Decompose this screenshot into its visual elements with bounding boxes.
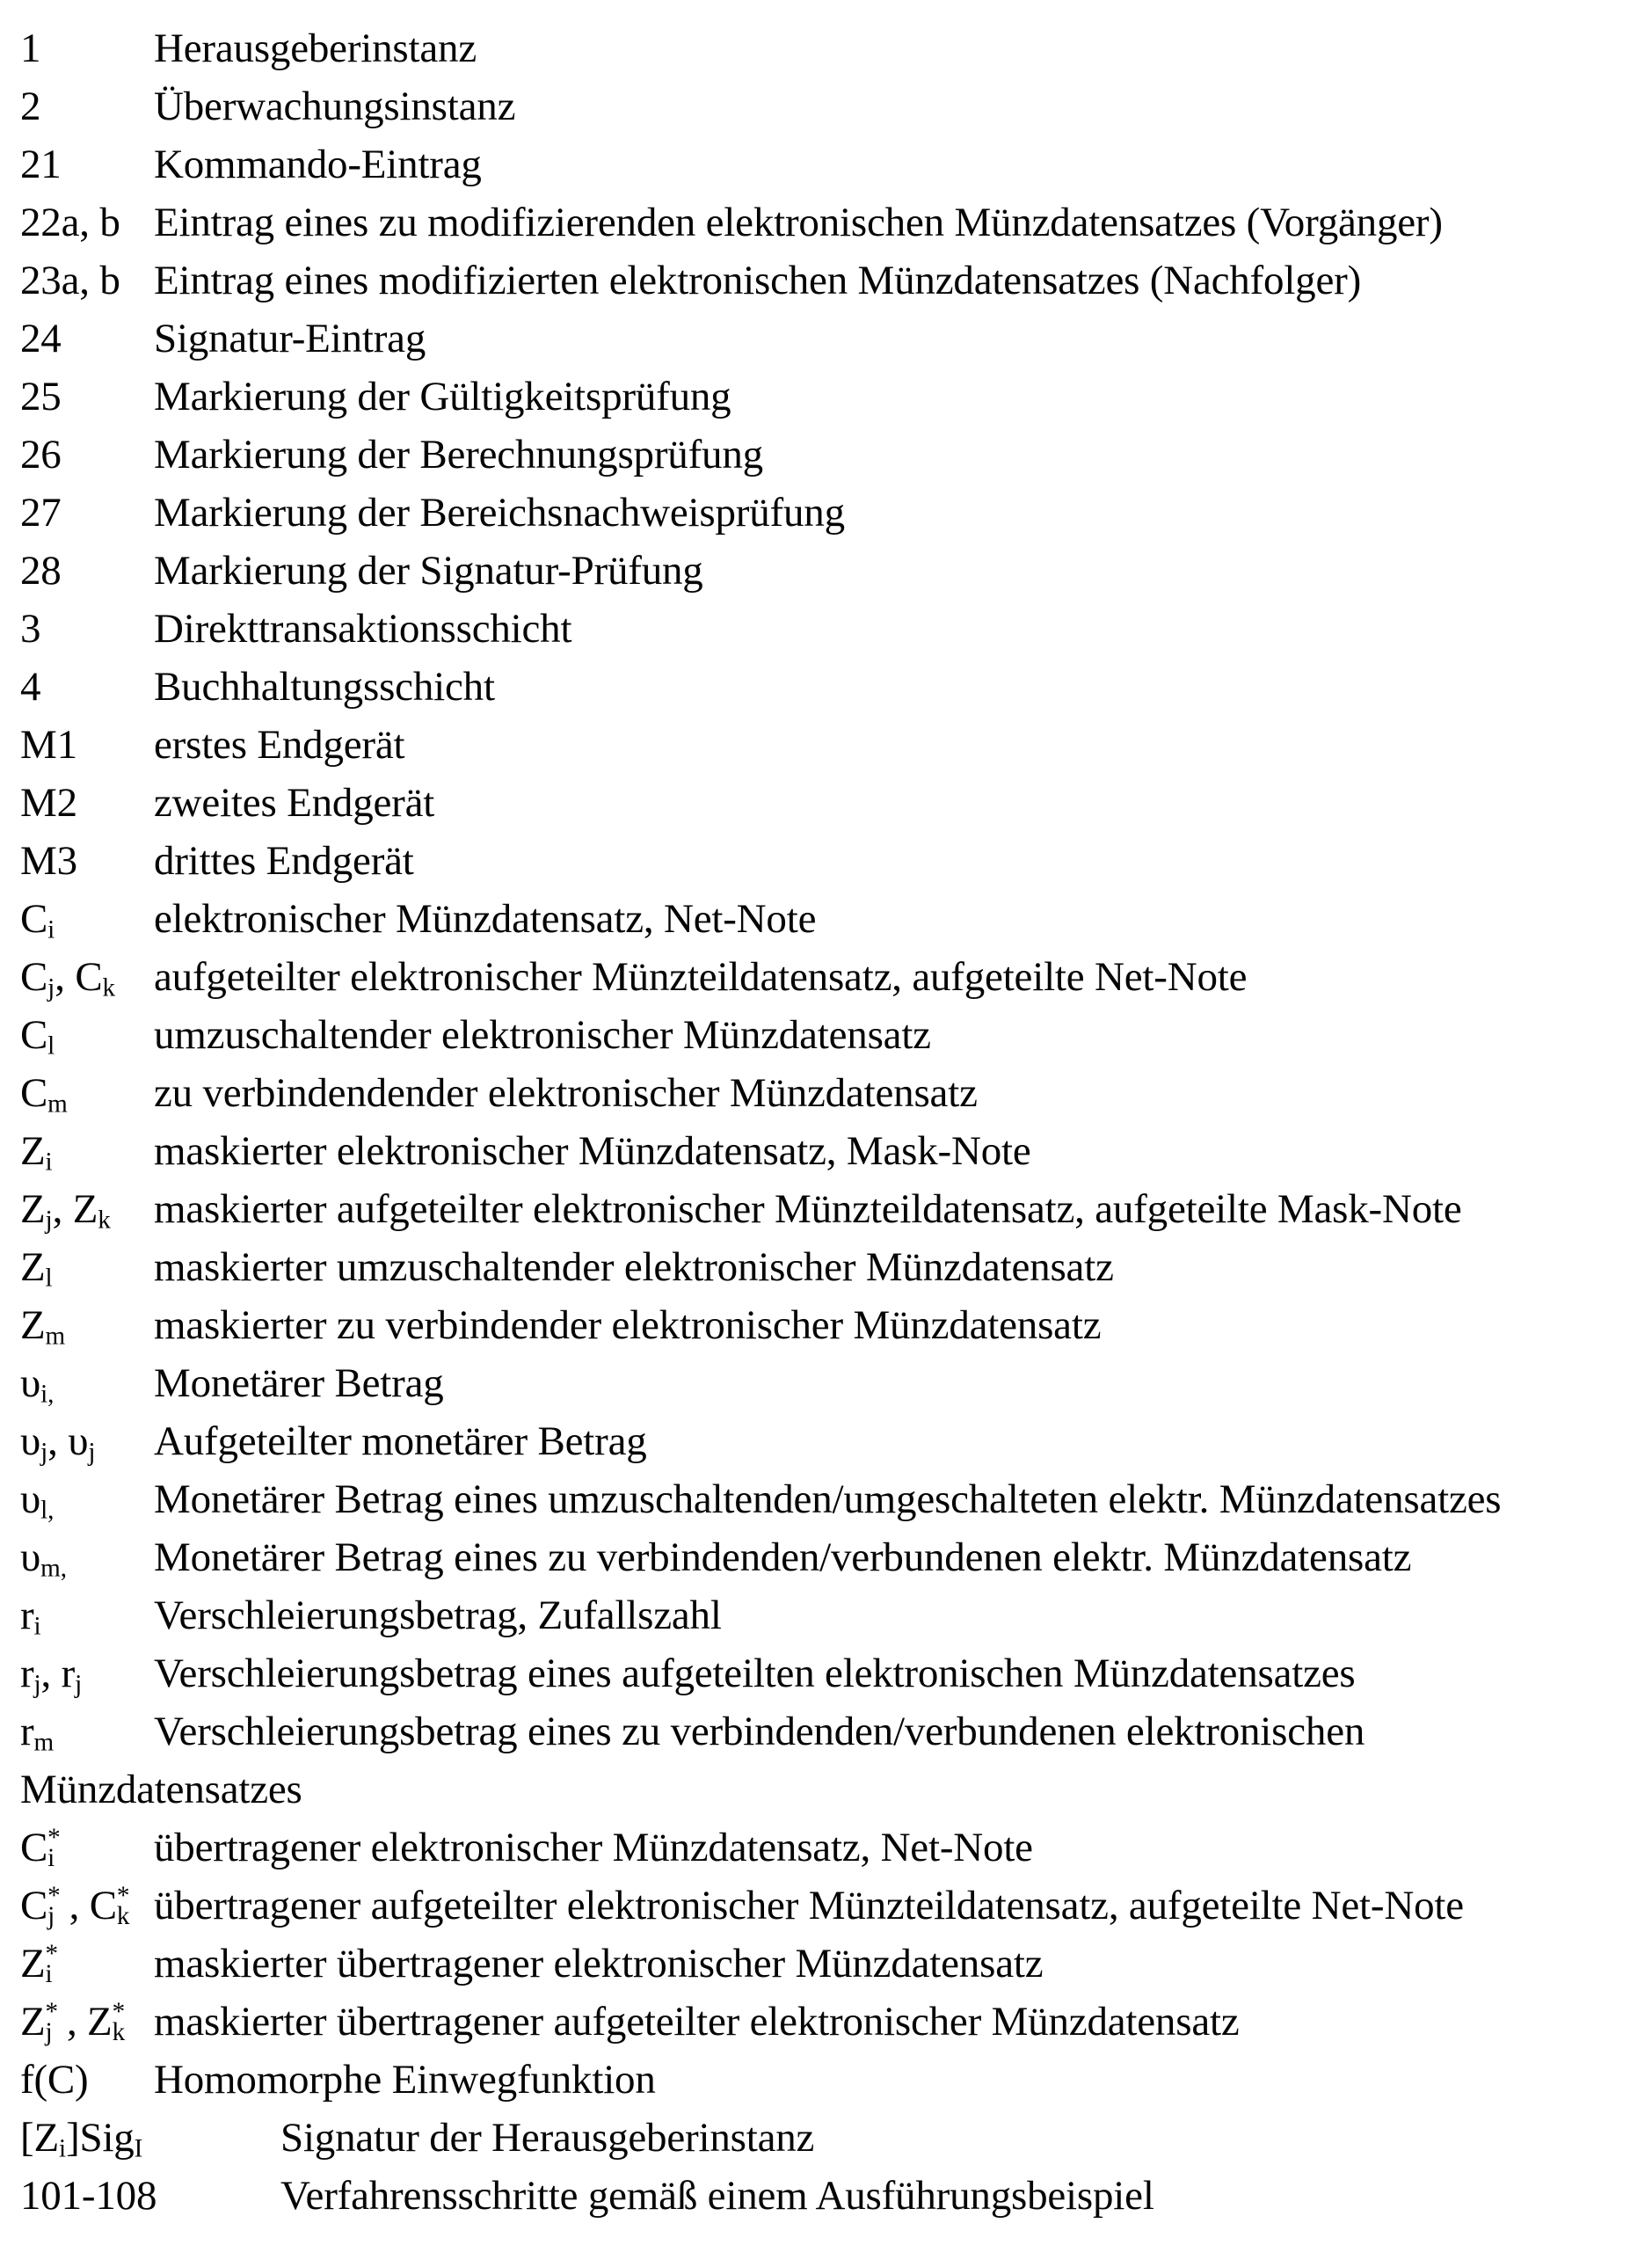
- reference-symbol: 101-108: [20, 2173, 157, 2219]
- reference-row: [20, 2109, 1643, 2167]
- reference-description: Signatur der Herausgeberinstanz: [280, 2115, 815, 2161]
- reference-row: [20, 1354, 1643, 1412]
- reference-symbol: υl,: [20, 1476, 55, 1525]
- reference-symbol: Zl: [20, 1244, 53, 1293]
- reference-description: Markierung der Bereichsnachweisprüfung: [154, 490, 845, 536]
- reference-row: [20, 1819, 1643, 1877]
- reference-symbol: 23a, b: [20, 258, 120, 303]
- reference-symbol: Zm: [20, 1302, 66, 1351]
- reference-symbol: M2: [20, 780, 77, 826]
- reference-row: [20, 1296, 1643, 1354]
- reference-symbol: Z * j , Z * k: [20, 1997, 125, 2047]
- reference-description: aufgeteilter elektronischer Münzteildatensatz, aufgeteilte Net-Note: [154, 954, 1248, 1000]
- reference-description: Monetärer Betrag eines zu verbindenden/verbundenen elektr. Münzdatensatz: [154, 1534, 1412, 1580]
- reference-row: [20, 77, 1643, 135]
- reference-row: [20, 1006, 1643, 1064]
- reference-description: Direkttransaktionsschicht: [154, 606, 572, 652]
- reference-symbol: Cm: [20, 1070, 68, 1119]
- reference-description: Markierung der Gültigkeitsprüfung: [154, 374, 731, 419]
- reference-row: [20, 600, 1643, 658]
- reference-symbol: 2: [20, 84, 41, 129]
- reference-description: Eintrag eines modifizierten elektronischen Münzdatensatzes (Nachfolger): [154, 258, 1362, 303]
- reference-row: [20, 542, 1643, 600]
- reference-row: [20, 251, 1643, 310]
- reference-description: übertragener elektronischer Münzdatensatz, Net-Note: [154, 1825, 1033, 1870]
- reference-description: Verschleierungsbetrag eines aufgeteilten elektronischen Münzdatensatzes: [154, 1651, 1356, 1696]
- reference-row: [20, 1180, 1643, 1238]
- reference-row: [20, 19, 1643, 77]
- reference-row: [20, 135, 1643, 193]
- reference-row: [20, 2167, 1643, 2225]
- reference-symbol: M1: [20, 722, 77, 768]
- reference-row: [20, 1702, 1643, 1760]
- reference-row: [20, 1238, 1643, 1296]
- reference-description: Markierung der Berechnungsprüfung: [154, 432, 763, 477]
- reference-symbol: rm: [20, 1709, 55, 1757]
- reference-description: Eintrag eines zu modifizierenden elektronischen Münzdatensatzes (Vorgänger): [154, 200, 1443, 245]
- reference-symbol: Zi: [20, 1128, 53, 1177]
- reference-description: Signatur-Eintrag: [154, 316, 426, 361]
- reference-symbol: f(C): [20, 2057, 89, 2103]
- reference-symbol: 26: [20, 432, 62, 477]
- reference-row: [20, 832, 1643, 890]
- reference-symbol: 25: [20, 374, 62, 419]
- reference-row: [20, 368, 1643, 426]
- reference-symbol: υi,: [20, 1360, 55, 1409]
- reference-symbol: Cj, Ck: [20, 954, 116, 1002]
- reference-description: maskierter aufgeteilter elektronischer Münzteildatensatz, aufgeteilte Mask-Note: [154, 1186, 1462, 1232]
- reference-description: Überwachungsinstanz: [154, 84, 516, 129]
- reference-row: [20, 1064, 1643, 1122]
- reference-row: [20, 1470, 1643, 1528]
- reference-symbol: ri: [20, 1593, 41, 1641]
- reference-description: maskierter elektronischer Münzdatensatz, Mask-Note: [154, 1128, 1031, 1174]
- reference-symbol: C * j , C * k: [20, 1881, 130, 1931]
- reference-row: [20, 1993, 1643, 2051]
- reference-description: elektronischer Münzdatensatz, Net-Note: [154, 896, 817, 942]
- reference-symbol: [Zi]SigI: [20, 2115, 143, 2163]
- reference-row: [20, 193, 1643, 251]
- reference-symbol: 22a, b: [20, 200, 120, 245]
- reference-row: [20, 716, 1643, 774]
- reference-row: [20, 890, 1643, 948]
- reference-symbol: M3: [20, 838, 77, 884]
- reference-symbol: 27: [20, 490, 62, 536]
- reference-description: Herausgeberinstanz: [154, 26, 477, 71]
- reference-description: Verschleierungsbetrag eines zu verbindenden/verbundenen elektronischen: [154, 1709, 1365, 1754]
- reference-description: maskierter zu verbindender elektronischer Münzdatensatz: [154, 1302, 1102, 1348]
- reference-symbol: υj, υj: [20, 1418, 96, 1467]
- reference-symbol: 28: [20, 548, 62, 594]
- reference-description: erstes Endgerät: [154, 722, 405, 768]
- reference-symbol: C * i: [20, 1823, 61, 1873]
- reference-symbol: Ci: [20, 896, 55, 944]
- reference-symbol: Zj, Zk: [20, 1186, 111, 1235]
- reference-description: Aufgeteilter monetärer Betrag: [154, 1418, 647, 1464]
- reference-description: Monetärer Betrag: [154, 1360, 444, 1406]
- reference-description: Kommando-Eintrag: [154, 142, 482, 187]
- reference-row: [20, 426, 1643, 484]
- reference-row: [20, 1586, 1643, 1644]
- reference-row: [20, 1412, 1643, 1470]
- reference-row: [20, 1877, 1643, 1935]
- reference-description: zweites Endgerät: [154, 780, 435, 826]
- reference-description: drittes Endgerät: [154, 838, 414, 884]
- reference-symbol: 24: [20, 316, 62, 361]
- reference-description: Verfahrensschritte gemäß einem Ausführungsbeispiel: [280, 2173, 1154, 2219]
- reference-symbol: 1: [20, 26, 41, 71]
- reference-symbol: Z * i: [20, 1939, 58, 1989]
- reference-description: Münzdatensatzes: [20, 1767, 302, 1812]
- reference-description: maskierter übertragener aufgeteilter elektronischer Münzdatensatz: [154, 1999, 1240, 2045]
- reference-row: [20, 1528, 1643, 1586]
- reference-symbol: Cl: [20, 1012, 55, 1061]
- reference-row: [20, 1644, 1643, 1702]
- reference-rows: [20, 19, 1643, 2225]
- reference-row: [20, 1935, 1643, 1993]
- reference-description: Markierung der Signatur-Prüfung: [154, 548, 703, 594]
- reference-description: Homomorphe Einwegfunktion: [154, 2057, 656, 2103]
- reference-row: [20, 1760, 1643, 1819]
- reference-description: maskierter übertragener elektronischer Münzdatensatz: [154, 1941, 1044, 1986]
- reference-symbol: υm,: [20, 1534, 68, 1583]
- reference-symbol: 21: [20, 142, 62, 187]
- reference-symbol: 3: [20, 606, 41, 652]
- reference-description: übertragener aufgeteilter elektronischer Münzteildatensatz, aufgeteilte Net-Note: [154, 1883, 1464, 1928]
- reference-row: [20, 484, 1643, 542]
- reference-description: Verschleierungsbetrag, Zufallszahl: [154, 1593, 722, 1638]
- reference-description: maskierter umzuschaltender elektronischer Münzdatensatz: [154, 1244, 1114, 1290]
- reference-row: [20, 310, 1643, 368]
- reference-description: umzuschaltender elektronischer Münzdatensatz: [154, 1012, 931, 1058]
- reference-description: Buchhaltungsschicht: [154, 664, 495, 710]
- reference-row: [20, 2051, 1643, 2109]
- reference-symbol: rj, rj: [20, 1651, 83, 1699]
- reference-row: [20, 1122, 1643, 1180]
- reference-row: [20, 948, 1643, 1006]
- reference-symbol: 4: [20, 664, 41, 710]
- reference-row: [20, 774, 1643, 832]
- reference-description: Monetärer Betrag eines umzuschaltenden/umgeschalteten elektr. Münzdatensatzes: [154, 1476, 1502, 1522]
- reference-description: zu verbindendender elektronischer Münzdatensatz: [154, 1070, 978, 1116]
- reference-row: [20, 658, 1643, 716]
